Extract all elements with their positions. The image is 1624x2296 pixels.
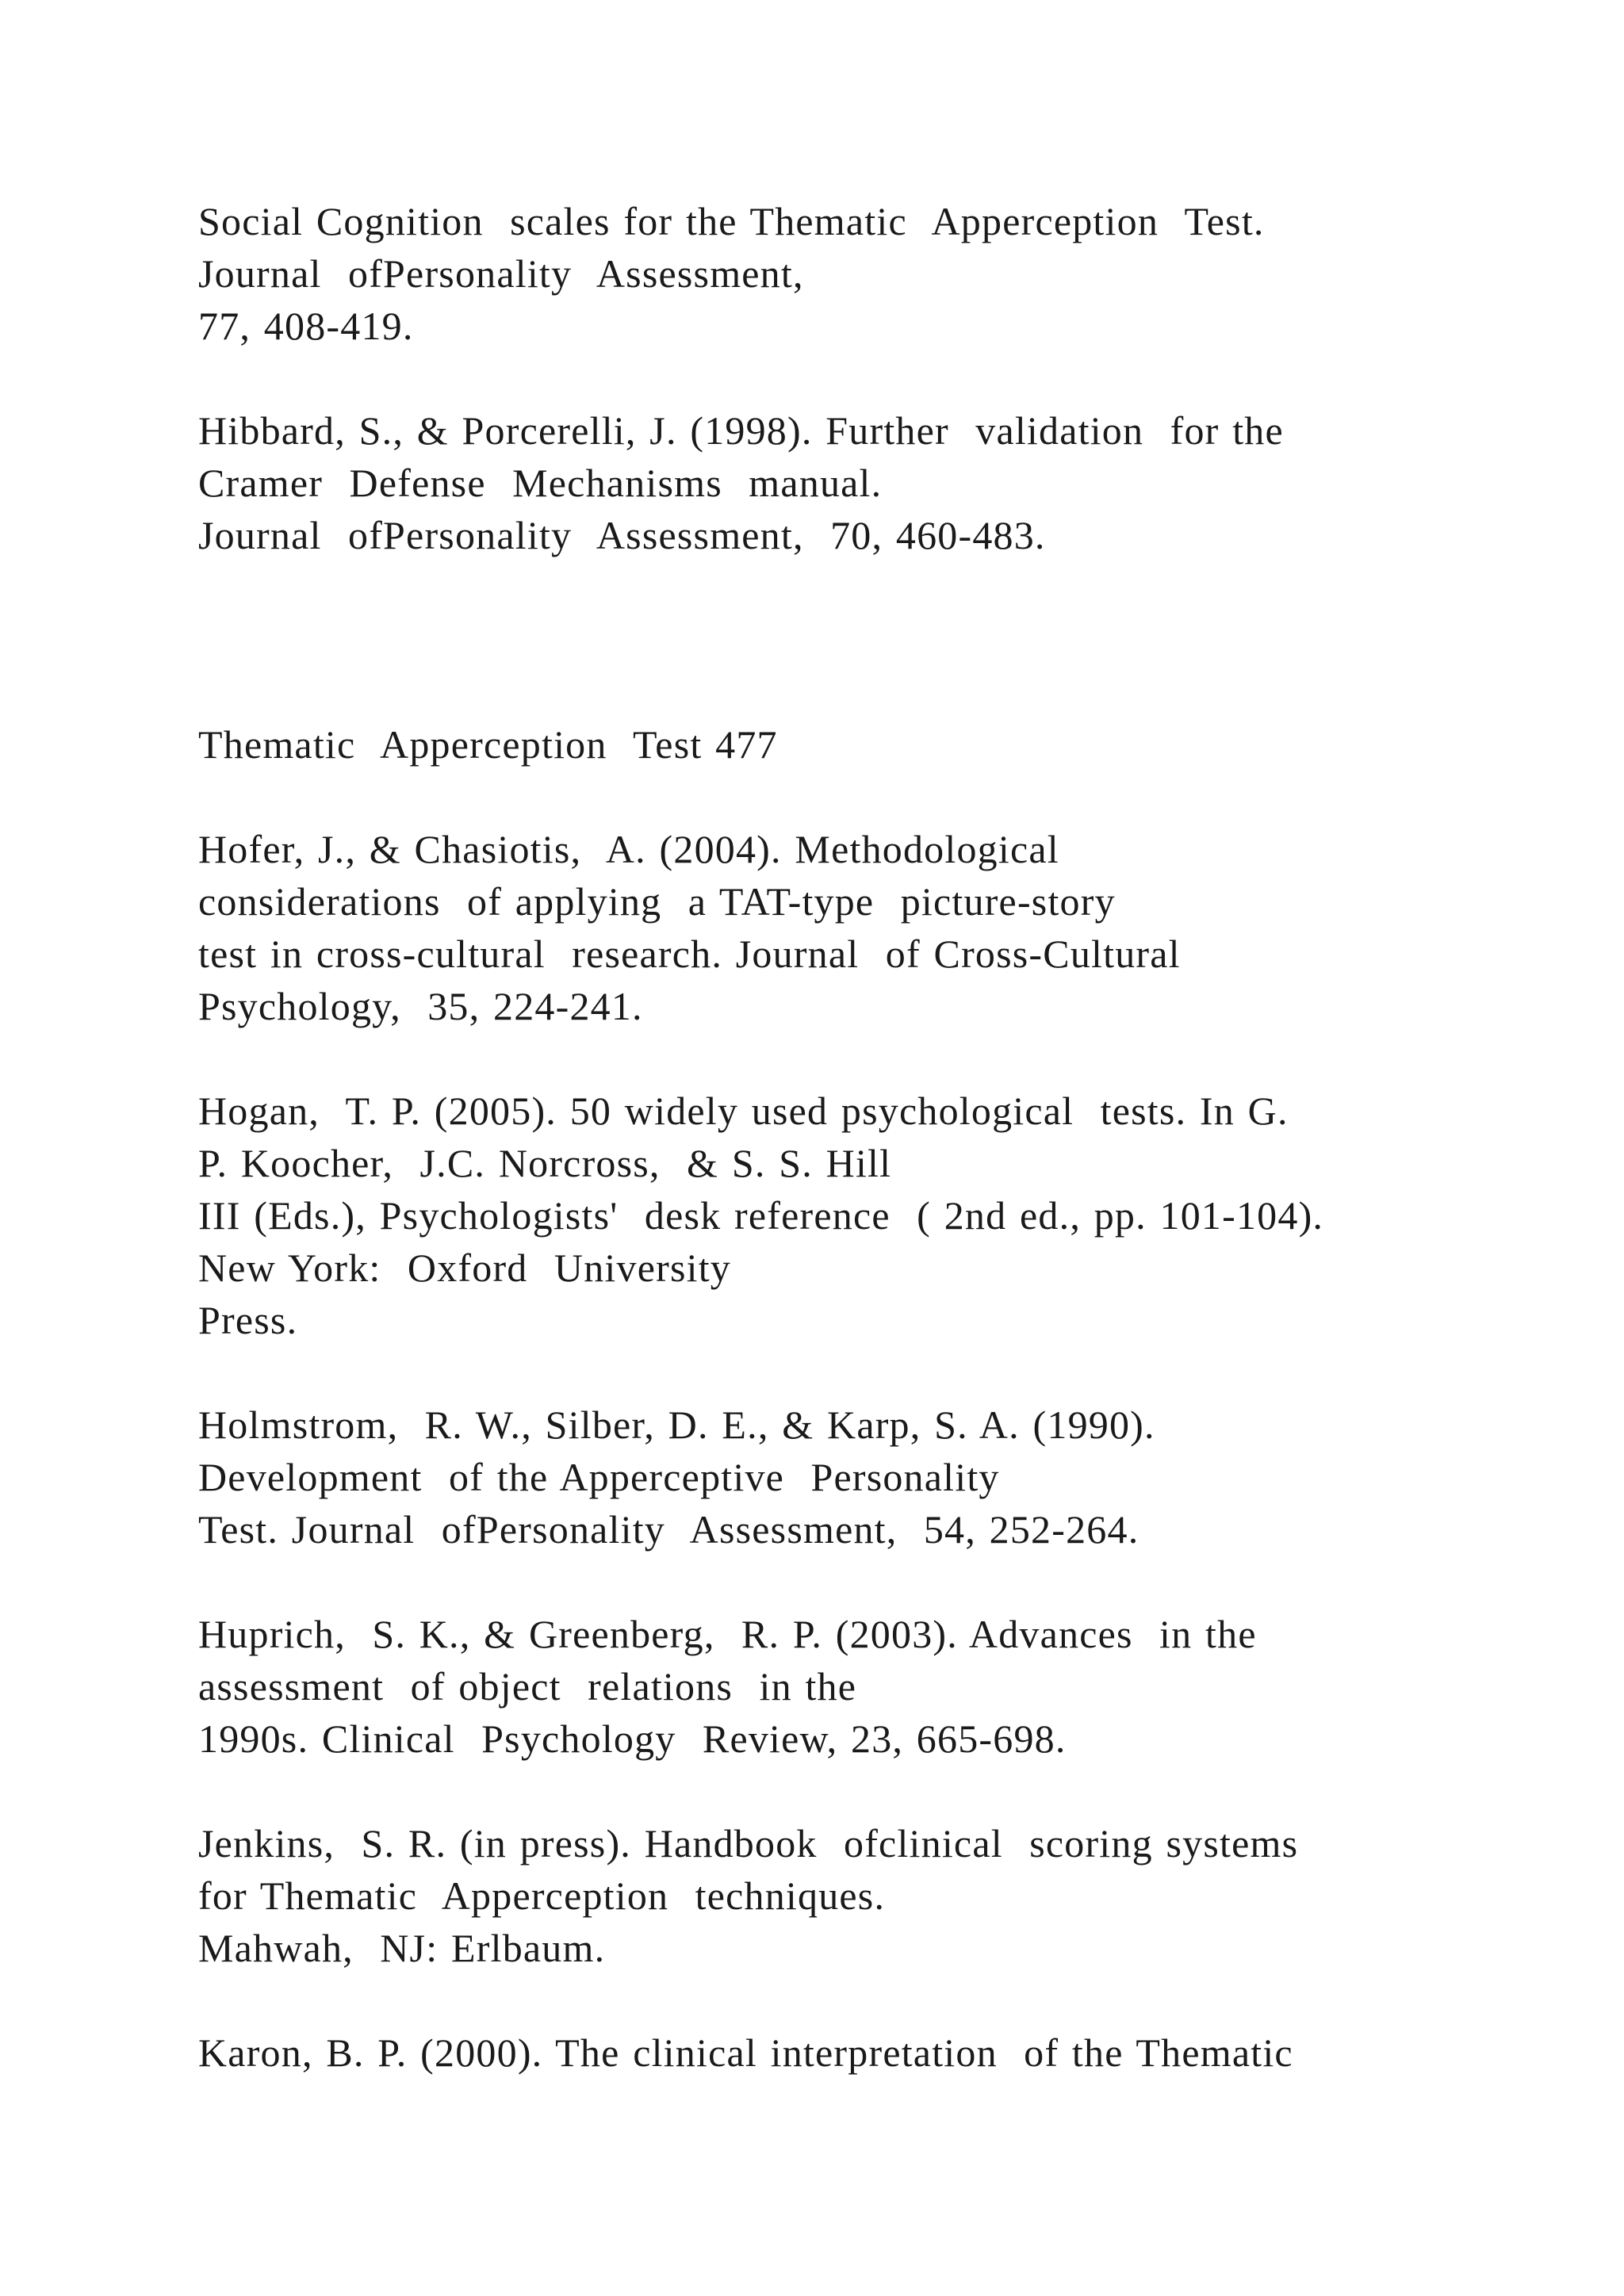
text-line: Holmstrom, R. W., Silber, D. E., & Karp, S. A. (1990). xyxy=(198,1402,1155,1447)
text-line: Thematic Apperception Test 477 xyxy=(198,722,778,767)
reference-entry xyxy=(198,1608,1546,1765)
text-line: Jenkins, S. R. (in press). Handbook ofclinical scoring systems xyxy=(198,1821,1299,1866)
text-line: 1990s. Clinical Psychology Review, 23, 665-698. xyxy=(198,1716,1067,1761)
text-line: test in cross-cultural research. Journal of Cross-Cultural xyxy=(198,932,1181,976)
text-line: Social Cognition scales for the Thematic Apperception Test. xyxy=(198,199,1265,243)
reference-entry xyxy=(198,2026,1546,2079)
reference-entry xyxy=(198,823,1546,1032)
paragraph-gap xyxy=(198,1032,1546,1085)
text-line: Journal ofPersonality Assessment, 70, 460-483. xyxy=(198,513,1046,557)
text-line: Press. xyxy=(198,1298,298,1342)
text-line: Journal ofPersonality Assessment, xyxy=(198,251,804,296)
text-line: P. Koocher, J.C. Norcross, & S. S. Hill xyxy=(198,1141,892,1185)
reference-entry xyxy=(198,195,1546,352)
text-line: III (Eds.), Psychologists' desk reference ( 2nd ed., pp. 101-104). xyxy=(198,1193,1324,1238)
paragraph-gap xyxy=(198,1765,1546,1817)
text-line: Development of the Apperceptive Personality xyxy=(198,1455,1000,1499)
text-line: Test. Journal ofPersonality Assessment, 54, 252-264. xyxy=(198,1507,1139,1552)
reference-entry xyxy=(198,1399,1546,1556)
reference-entry xyxy=(198,1817,1546,1974)
paragraph-gap xyxy=(198,1556,1546,1608)
paragraph-gap xyxy=(198,1346,1546,1399)
text-line: Cramer Defense Mechanisms manual. xyxy=(198,461,883,505)
reference-entry xyxy=(198,1085,1546,1346)
paragraph-gap xyxy=(198,352,1546,404)
running-header xyxy=(198,718,1546,771)
page-break-gap xyxy=(198,561,1546,718)
reference-entry xyxy=(198,404,1546,561)
text-line: for Thematic Apperception techniques. xyxy=(198,1873,886,1918)
text-line: Huprich, S. K., & Greenberg, R. P. (2003). Advances in the xyxy=(198,1612,1257,1656)
paragraph-gap xyxy=(198,771,1546,823)
text-line: Psychology, 35, 224-241. xyxy=(198,984,643,1028)
text-line: 77, 408-419. xyxy=(198,304,414,348)
text-line: Hofer, J., & Chasiotis, A. (2004). Methodological xyxy=(198,827,1059,871)
reference-list xyxy=(198,195,1546,2079)
text-line: Hibbard, S., & Porcerelli, J. (1998). Further validation for the xyxy=(198,408,1284,453)
text-line: Hogan, T. P. (2005). 50 widely used psychological tests. In G. xyxy=(198,1089,1289,1133)
text-line: New York: Oxford University xyxy=(198,1246,731,1290)
text-line: Mahwah, NJ: Erlbaum. xyxy=(198,1926,606,1970)
text-line: Karon, B. P. (2000). The clinical interpretation of the Thematic xyxy=(198,2030,1293,2075)
text-line: assessment of object relations in the xyxy=(198,1664,857,1709)
paragraph-gap xyxy=(198,1974,1546,2026)
text-line: considerations of applying a TAT-type picture-story xyxy=(198,879,1116,924)
